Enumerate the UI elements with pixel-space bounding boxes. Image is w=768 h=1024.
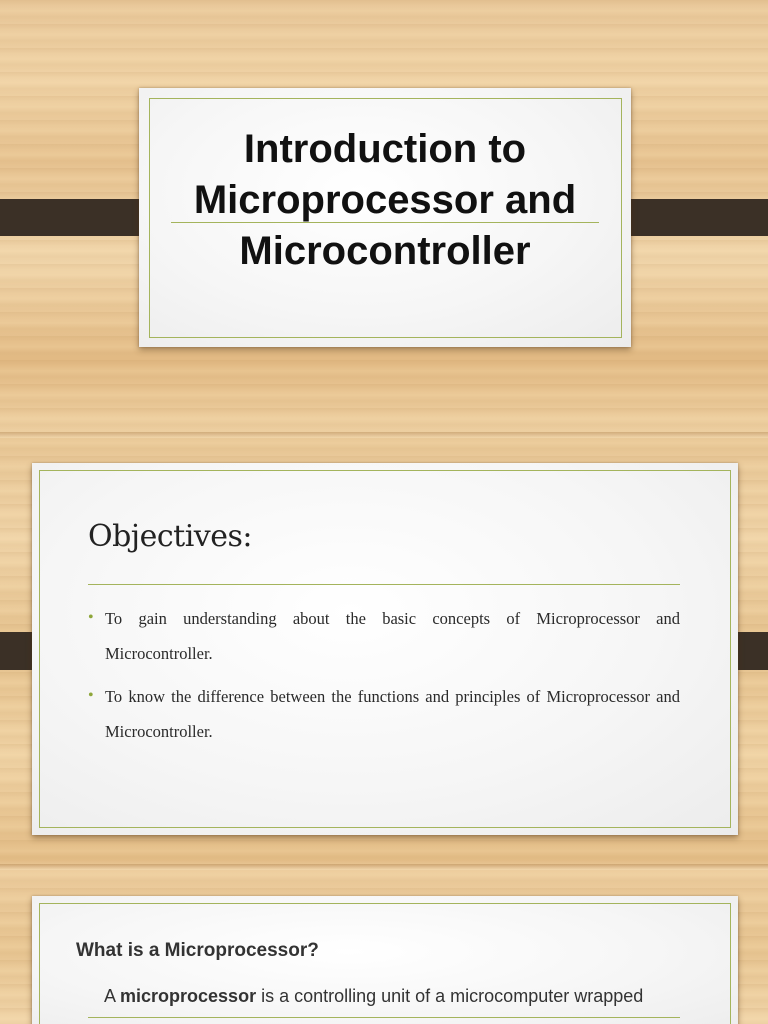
bullet-icon: • (88, 609, 94, 626)
definition-term: microprocessor (120, 986, 257, 1006)
wood-seam (0, 432, 768, 438)
paragraph-rule (88, 1017, 680, 1018)
title-line: Introduction to (243, 127, 527, 171)
bullet-text: To know the difference between the functions and principles of Microprocessor and Microcontroller. (105, 687, 680, 741)
bullet-icon: • (88, 687, 94, 704)
list-item (88, 601, 680, 671)
microprocessor-slide (32, 896, 738, 1024)
wood-seam (0, 864, 768, 870)
definition-text (104, 986, 643, 1007)
title-line: Microprocessor and (193, 178, 577, 222)
objectives-slide (32, 463, 738, 835)
definition-rest: is a controlling unit of a microcomputer wrapped (256, 986, 644, 1006)
slide-title (159, 124, 611, 277)
slide-heading: Objectives: (88, 519, 253, 554)
tape-left (0, 199, 156, 236)
title-line: Microcontroller (239, 229, 531, 273)
heading-rule (88, 584, 680, 585)
tape-right (613, 199, 768, 236)
bullet-text: To gain understanding about the basic concepts of Microprocessor and Microcontroller. (105, 609, 680, 663)
list-item (88, 679, 680, 749)
bullet-list (88, 601, 680, 757)
title-slide (139, 88, 631, 347)
definition-prefix: A (104, 986, 121, 1006)
slide-heading: What is a Microprocessor? (76, 940, 319, 961)
